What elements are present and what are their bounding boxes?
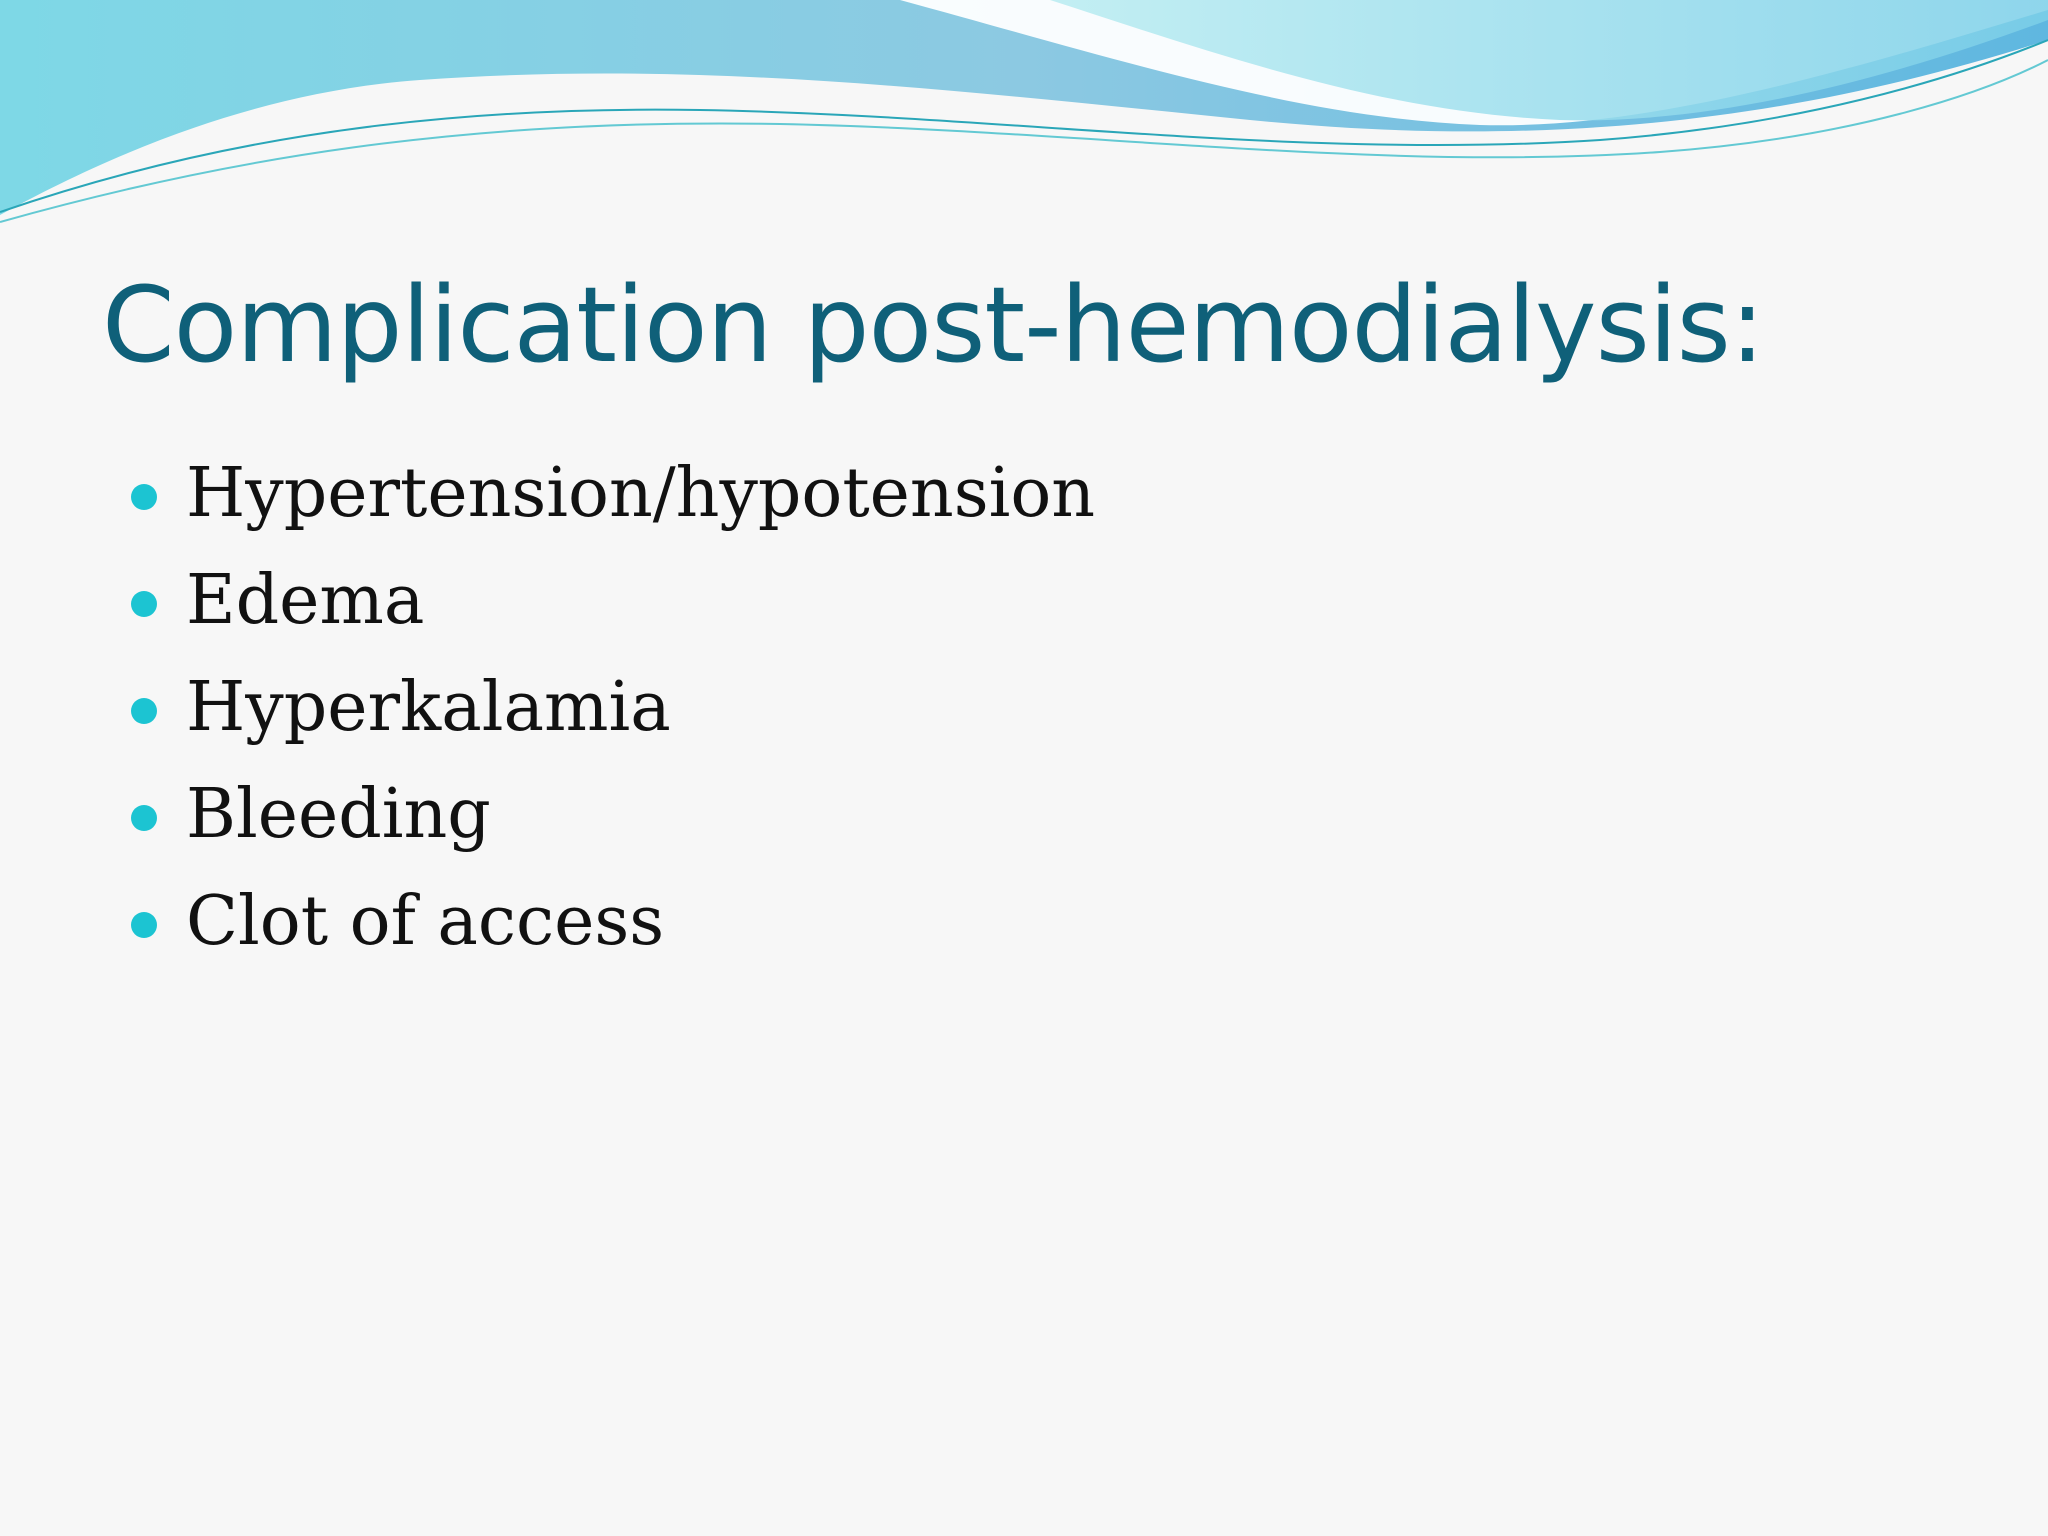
- bullet-dot-icon: [131, 484, 157, 510]
- header-wave-decoration: [0, 0, 2048, 240]
- list-item: [128, 654, 1095, 761]
- slide-title: Complication post-hemodialysis:: [102, 264, 1764, 386]
- bullet-text: Edema: [186, 561, 425, 640]
- list-item: [128, 868, 1095, 975]
- bullet-dot-icon: [131, 912, 157, 938]
- list-item: [128, 440, 1095, 547]
- list-item: [128, 761, 1095, 868]
- bullet-dot-icon: [131, 805, 157, 831]
- bullet-text: Hyperkalamia: [186, 668, 671, 747]
- list-item: [128, 547, 1095, 654]
- bullet-list: [128, 440, 1095, 975]
- bullet-text: Bleeding: [186, 775, 491, 854]
- bullet-dot-icon: [131, 698, 157, 724]
- bullet-dot-icon: [131, 591, 157, 617]
- bullet-text: Clot of access: [186, 882, 665, 961]
- bullet-text: Hypertension/hypotension: [186, 454, 1096, 533]
